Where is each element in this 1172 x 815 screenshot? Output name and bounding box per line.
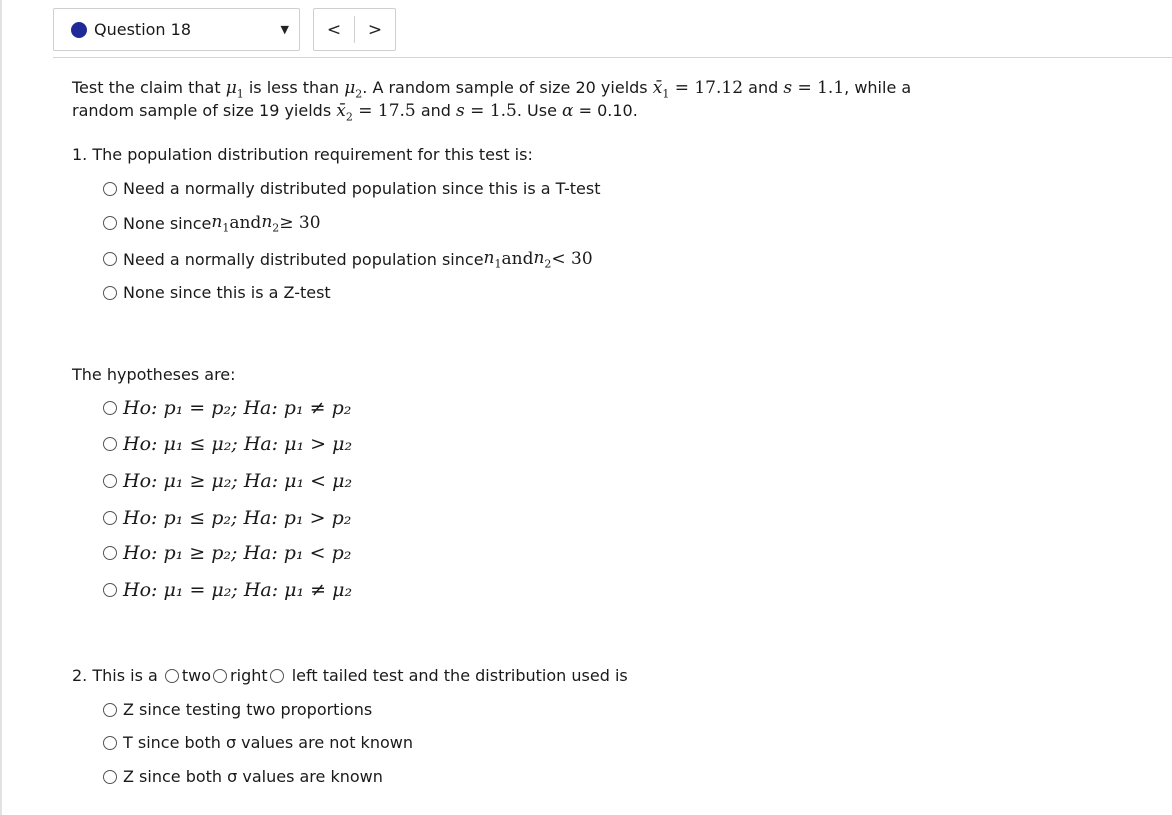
tail-radio-right[interactable] [213,669,227,683]
radio-button[interactable] [103,770,117,784]
part1-option-2[interactable]: None since $n_1$ and $n_2$ ≥ 30 [103,212,321,234]
prompt-line-2: random sample of size 19 yields $x̄_2 = 17.5$ and s = 1.5. Use α = 0.10. [72,101,638,124]
radio-button[interactable] [103,216,117,230]
part1-option-4[interactable]: None since this is a Z-test [103,283,331,302]
hypothesis-option-3[interactable]: Ho: μ₁ ≥ μ₂; Ha: μ₁ < μ₂ [103,470,352,492]
radio-button[interactable] [103,474,117,488]
question-nav [313,8,396,51]
part1-title: 1. The population distribution requirement for this test is: [72,145,533,164]
part2-sentence: 2. This is a two right left tailed test and the distribution used is [72,666,628,685]
part2-option-3[interactable]: Z since both σ values are known [103,767,383,786]
question-selector[interactable] [53,8,300,51]
part2-option-1[interactable]: Z since testing two proportions [103,700,372,719]
tail-radio-left[interactable] [270,669,284,683]
left-border [0,0,2,815]
hypothesis-option-5[interactable]: Ho: p₁ ≥ p₂; Ha: p₁ < p₂ [103,542,351,564]
caret-down-icon[interactable]: ▼ [280,23,289,36]
next-question-button[interactable]: > [355,9,395,50]
radio-button[interactable] [103,252,117,266]
radio-button[interactable] [103,401,117,415]
question-status-dot [71,22,87,38]
radio-button[interactable] [103,703,117,717]
prompt-line-1: Test the claim that $\mu_1$ is less than $\mu_2$. A random sample of size 20 yields $x̄_1 = 17.12$ and s = 1.1, while a [72,78,912,101]
radio-button[interactable] [103,583,117,597]
radio-button[interactable] [103,546,117,560]
radio-button[interactable] [103,437,117,451]
hypothesis-option-6[interactable]: Ho: μ₁ = μ₂; Ha: μ₁ ≠ μ₂ [103,579,352,601]
hypothesis-option-2[interactable]: Ho: μ₁ ≤ μ₂; Ha: μ₁ > μ₂ [103,433,352,455]
radio-button[interactable] [103,736,117,750]
tail-radio-two[interactable] [165,669,179,683]
radio-button[interactable] [103,182,117,196]
question-label: Question 18 [94,20,192,39]
hypothesis-option-1[interactable]: Ho: p₁ = p₂; Ha: p₁ ≠ p₂ [103,397,351,419]
header-divider [53,57,1172,58]
part2-option-2[interactable]: T since both σ values are not known [103,733,413,752]
prev-question-button[interactable]: < [314,9,354,50]
part1-option-3[interactable]: Need a normally distributed population since $n_1$ and $n_2$ < 30 [103,248,593,270]
radio-button[interactable] [103,511,117,525]
hypothesis-option-4[interactable]: Ho: p₁ ≤ p₂; Ha: p₁ > p₂ [103,507,351,529]
part1-option-1[interactable]: Need a normally distributed population since this is a T-test [103,179,600,198]
radio-button[interactable] [103,286,117,300]
hypotheses-title: The hypotheses are: [72,365,236,384]
